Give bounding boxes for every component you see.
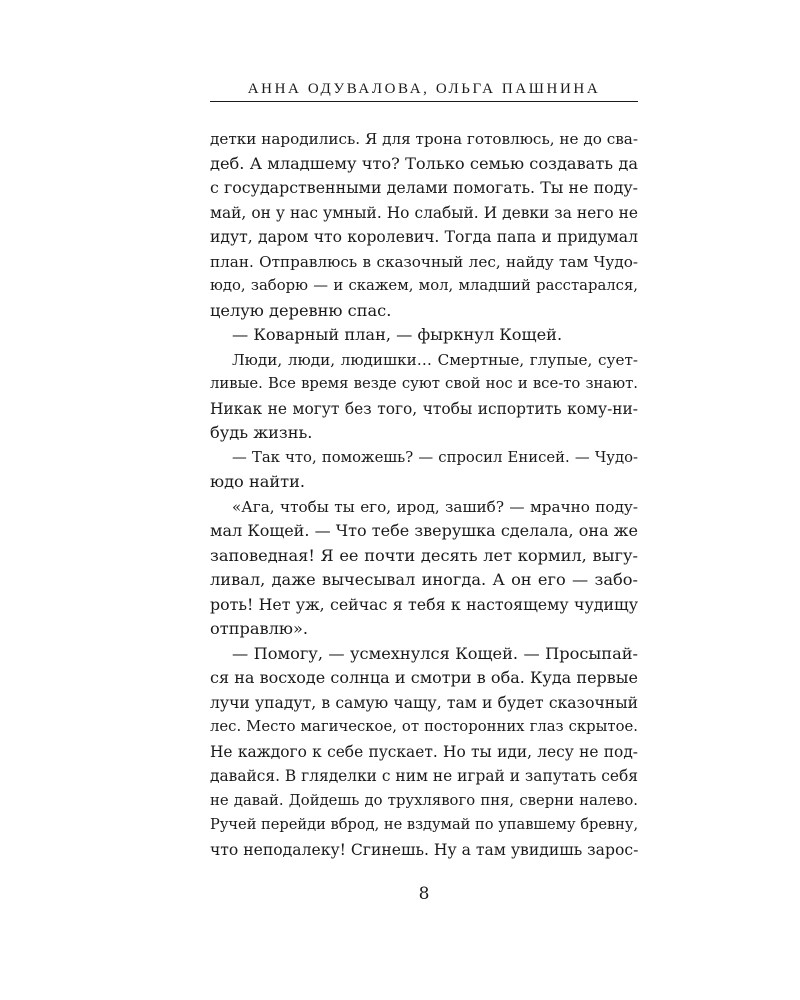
text-line: целую деревню спас. xyxy=(210,300,392,320)
text-line: Ручей перейди вброд, не вздумай по упавшему бревну, xyxy=(210,816,639,833)
text-line: с государственными делами помогать. Ты не поду- xyxy=(210,178,638,197)
text-line: ся на восходе солнца и смотри в оба. Куда первые xyxy=(210,668,638,687)
text-line: не давай. Дойдешь до трухлявого пня, сверни налево. xyxy=(210,791,638,809)
text-line: роть! Нет уж, сейчас я тебя к настоящему чудищу xyxy=(210,594,638,614)
text-line: май, он у нас умный. Но слабый. И девки за него не xyxy=(210,203,638,222)
running-head: АННА ОДУВАЛОВА, ОЛЬГА ПАШНИНА xyxy=(247,81,601,97)
text-line: идут, даром что королевич. Тогда папа и придумал xyxy=(210,228,638,246)
text-line: — Так что, поможешь? — спросил Енисей. — Чудо- xyxy=(232,448,638,466)
text-line: Люди, люди, людишки… Смертные, глупые, сует- xyxy=(232,350,638,369)
text-line: давайся. В гляделки с ним не играй и запутать себя xyxy=(210,767,638,785)
text-line: ливые. Все время везде суют свой нос и все-то знают. xyxy=(210,375,638,392)
page-number: 8 xyxy=(418,884,430,904)
header-rule xyxy=(210,101,638,102)
text-line: будь жизнь. xyxy=(210,423,313,442)
text-line: детки народились. Я для трона готовлюсь, не до сва- xyxy=(210,130,638,148)
text-line: юдо, заборю — и скажем, мол, младший расстарался, xyxy=(210,277,638,294)
text-line: лес. Место магическое, от посторонних глаз скрытое. xyxy=(210,718,638,735)
text-line: мал Кощей. — Что тебе зверушка сделала, она же xyxy=(210,521,638,540)
body-text xyxy=(210,127,638,862)
text-line: ливал, даже вычесывал иногда. А он его — забо- xyxy=(210,570,638,589)
text-line: юдо найти. xyxy=(210,472,306,491)
text-line: — Коварный план, — фыркнул Кощей. xyxy=(232,325,563,344)
text-line: Не каждого к себе пускает. Но ты иди, лесу не под- xyxy=(210,742,638,761)
text-line: — Помогу, — усмехнулся Кощей. — Просыпай- xyxy=(232,643,638,663)
text-line: отправлю». xyxy=(210,619,309,638)
text-line: Никак не могут без того, чтобы испортить кому-ни- xyxy=(210,399,638,418)
text-line: заповедная! Я ее почти десять лет кормил, выгу- xyxy=(210,545,638,565)
text-line: деб. А младшему что? Только семью создавать да xyxy=(210,153,638,173)
text-line: план. Отправлюсь в сказочный лес, найду там Чудо- xyxy=(210,252,638,271)
text-line: «Ага, чтобы ты его, ирод, зашиб? — мрачно поду- xyxy=(232,497,638,516)
text-line: что неподалеку! Сгинешь. Ну а там увидишь зарос- xyxy=(210,840,639,859)
text-line: лучи упадут, в самую чащу, там и будет сказочный xyxy=(210,693,638,712)
